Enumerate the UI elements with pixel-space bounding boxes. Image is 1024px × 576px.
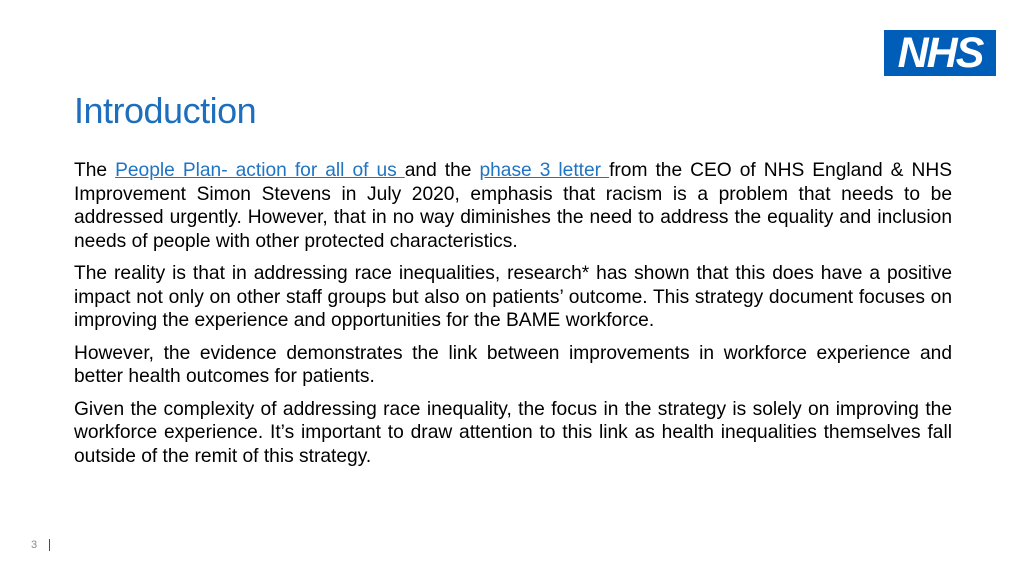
footer-divider	[49, 539, 50, 551]
paragraph-evidence: However, the evidence demonstrates the link between improvements in workforce experience and better health outcomes for patients.	[74, 342, 952, 387]
nhs-logo-text: NHS	[897, 29, 983, 77]
page-title: Introduction	[74, 90, 257, 131]
paragraph-intro	[74, 159, 952, 253]
people-plan-link[interactable]: People Plan- action for all of us	[115, 160, 405, 181]
paragraph-complexity: Given the complexity of addressing race inequality, the focus in the strategy is solely on improving the workforce experience. It’s important to draw attention to this link as health inequalities themselves fall outside of the remit of this strategy.	[74, 398, 952, 467]
slide-footer	[31, 539, 50, 551]
page-number: 3	[31, 539, 38, 551]
paragraph-reality: The reality is that in addressing race inequalities, research* has shown that this does have a positive impact not only on other staff groups but also on patients’ outcome. This strategy document focuses on improving the experience and opportunities for the BAME workforce.	[74, 263, 952, 331]
phase-3-letter-link[interactable]: phase 3 letter	[479, 160, 610, 181]
paragraph-intro-text-2: and the	[404, 160, 480, 181]
nhs-logo	[884, 30, 996, 76]
paragraph-intro-text-1: The	[74, 160, 116, 181]
paragraph-intro-text-3: from the CEO of NHS England & NHS Improvement Simon Stevens in July 2020, emphasis that racism is a problem that needs to be addressed urgently. However, that in no way diminishes the need to address the equality and inclusion needs of people with other protected characteristics.	[74, 160, 952, 252]
body-content	[74, 159, 952, 477]
